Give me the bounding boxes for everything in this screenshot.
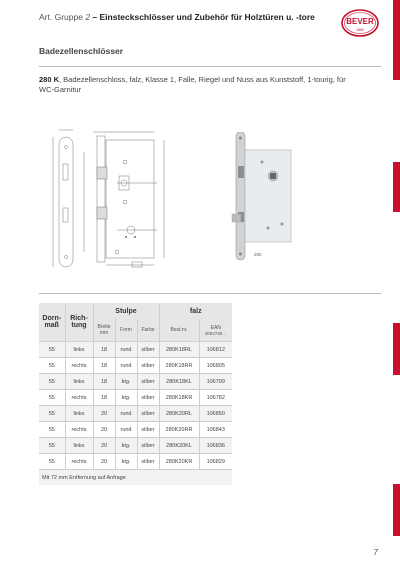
edge-marker-red	[393, 162, 400, 212]
page-header	[39, 12, 315, 22]
table-cell: 55	[39, 454, 65, 470]
table-cell: silber	[137, 438, 159, 454]
table-cell: silber	[137, 342, 159, 358]
product-description	[39, 75, 359, 95]
table-cell: 280K18KL	[159, 374, 199, 390]
table-row	[39, 358, 232, 374]
table-cell: 106843	[199, 422, 232, 438]
table-cell: 55	[39, 358, 65, 374]
col-breite: Breite mm	[93, 319, 115, 342]
table-cell: 18	[93, 374, 115, 390]
table-cell: ktg.	[115, 374, 137, 390]
table-cell: 106812	[199, 342, 232, 358]
table-cell: 18	[93, 358, 115, 374]
col-dornmass: Dorn- maß	[39, 303, 65, 342]
table-cell: rund	[115, 406, 137, 422]
col-ean-label: EAN	[210, 324, 221, 331]
col-richtung: Rich- tung	[65, 303, 93, 342]
photo-label: 280	[254, 252, 262, 257]
table-cell: 55	[39, 390, 65, 406]
table-cell: 20	[93, 438, 115, 454]
page-number: 7	[373, 548, 378, 557]
table-cell: 18	[93, 390, 115, 406]
technical-drawing	[39, 112, 199, 277]
table-cell: rund	[115, 422, 137, 438]
table-row	[39, 438, 232, 454]
table-cell: 20	[93, 422, 115, 438]
product-text: , Badezellenschloss, falz, Klasse 1, Falle, Riegel und Nuss aus Kunststoff, 1-tourig, für WC-Garnitur	[39, 75, 346, 94]
table-cell: links	[65, 406, 93, 422]
section-title: Badezellenschlösser	[39, 46, 124, 56]
table-row	[39, 406, 232, 422]
table-cell: silber	[137, 374, 159, 390]
divider	[39, 66, 381, 67]
table-cell: 18	[93, 342, 115, 358]
product-model: 280 K	[39, 75, 60, 84]
header-group-number: 2	[85, 12, 91, 22]
table-cell: rechts	[65, 454, 93, 470]
header-title: – Einsteckschlösser und Zubehör für Holztüren u. -tore	[92, 12, 315, 22]
table-cell: silber	[137, 406, 159, 422]
table-cell: 55	[39, 374, 65, 390]
table-cell: 280K18KR	[159, 390, 199, 406]
table-cell: rechts	[65, 390, 93, 406]
table-cell: 55	[39, 406, 65, 422]
table-cell: silber	[137, 422, 159, 438]
table-cell: 106850	[199, 406, 232, 422]
table-cell: 106829	[199, 454, 232, 470]
table-row	[39, 390, 232, 406]
product-table	[39, 303, 232, 485]
table-cell: links	[65, 374, 93, 390]
col-bestnr: Best.nr.	[159, 319, 199, 342]
col-falz: falz	[189, 307, 202, 315]
table-cell: rechts	[65, 422, 93, 438]
table-cell: 106782	[199, 390, 232, 406]
table-cell: 20	[93, 454, 115, 470]
table-cell: ktg.	[115, 438, 137, 454]
table-cell: 55	[39, 438, 65, 454]
table-row	[39, 422, 232, 438]
table-cell: ktg.	[115, 454, 137, 470]
logo-year: 1889	[356, 28, 364, 32]
table-cell: 280K18RR	[159, 358, 199, 374]
table-cell: links	[65, 342, 93, 358]
table-cell: 106836	[199, 438, 232, 454]
table-note: Mit 72 mm Entfernung auf Anfrage	[39, 470, 232, 486]
col-form: Form	[115, 319, 137, 342]
divider	[39, 293, 381, 294]
logo-brand: BEVER	[346, 17, 374, 26]
table-cell: rund	[115, 358, 137, 374]
edge-marker-red	[393, 484, 400, 536]
edge-marker-red	[393, 0, 400, 80]
table-cell: 280K20KR	[159, 454, 199, 470]
table-cell: 55	[39, 342, 65, 358]
col-ean	[199, 319, 232, 342]
table-cell: silber	[137, 390, 159, 406]
col-stulpe: Stulpe	[93, 303, 159, 319]
col-ean-prefix: 4002730…	[204, 330, 227, 336]
product-photo	[228, 132, 300, 262]
table-cell: links	[65, 438, 93, 454]
bever-logo	[341, 9, 379, 37]
table-cell: 280K18RL	[159, 342, 199, 358]
table-cell: 280K20RL	[159, 406, 199, 422]
table-cell: 280K20KL	[159, 438, 199, 454]
table-row	[39, 342, 232, 358]
table-cell: 55	[39, 422, 65, 438]
table-cell: 20	[93, 406, 115, 422]
table-cell: rund	[115, 342, 137, 358]
col-farbe: Farbe	[137, 319, 159, 342]
table-cell: silber	[137, 454, 159, 470]
table-cell: rechts	[65, 358, 93, 374]
table-cell: 280K20RR	[159, 422, 199, 438]
table-cell: ktg.	[115, 390, 137, 406]
table-row	[39, 374, 232, 390]
table-cell: 106805	[199, 358, 232, 374]
table-cell: silber	[137, 358, 159, 374]
table-cell: 106799	[199, 374, 232, 390]
header-prefix: Art. Gruppe	[39, 12, 83, 22]
table-row	[39, 454, 232, 470]
edge-marker-red	[393, 323, 400, 375]
